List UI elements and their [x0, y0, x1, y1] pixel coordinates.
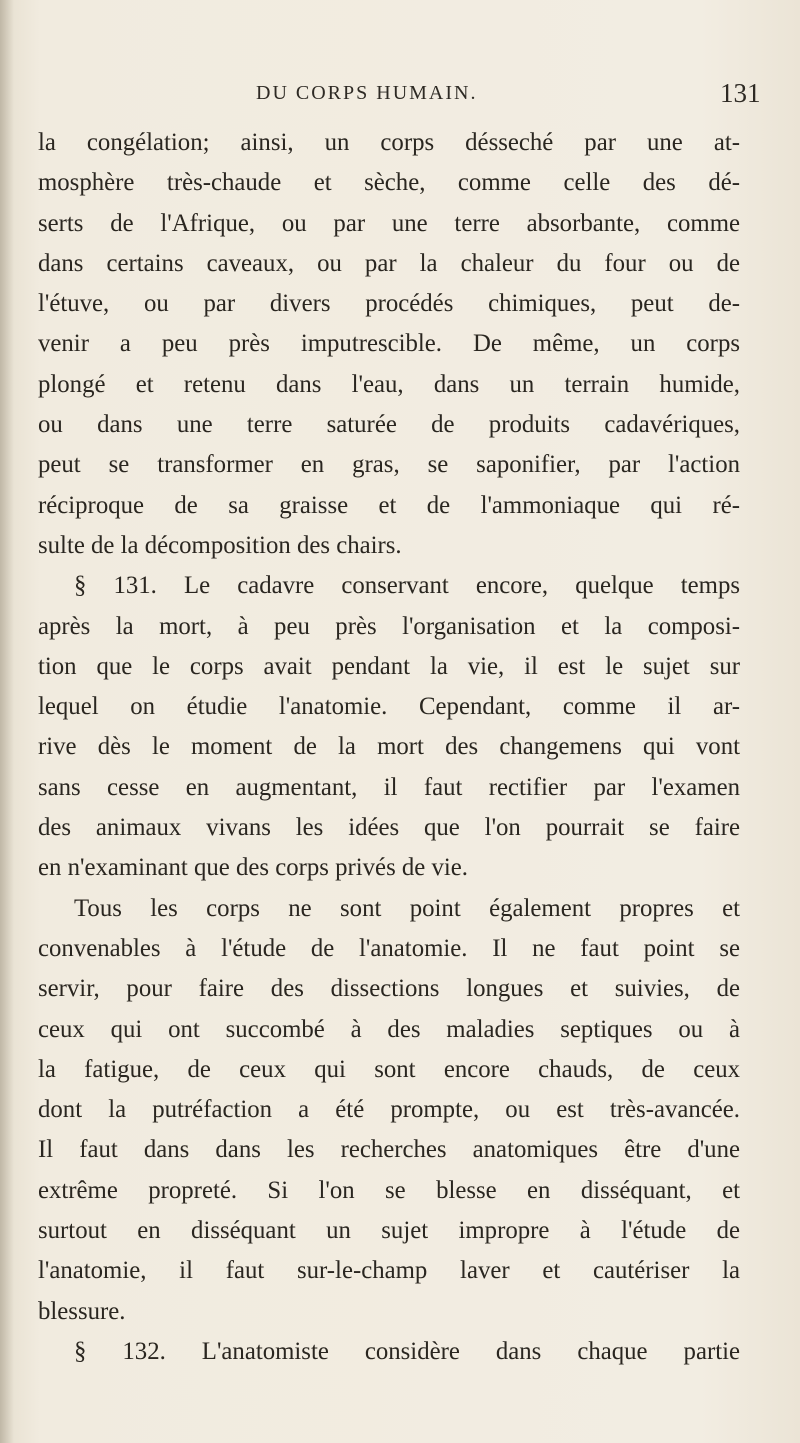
text-line: la congélation; ainsi, un corps désseché par une at- — [38, 129, 740, 156]
text-line: des animaux vivans les idées que l'on pourrait se faire — [38, 814, 740, 842]
text-line: surtout en disséquant un sujet impropre à l'étude de — [38, 1217, 740, 1245]
text-line: sulte de la décomposition des chairs. — [38, 531, 402, 559]
text-line: peut se transformer en gras, se saponifier, par l'action — [38, 451, 740, 479]
text-line: l'anatomie, il faut sur-le-champ laver et cautériser la — [38, 1257, 740, 1285]
text-line: réciproque de sa graisse et de l'ammoniaque qui ré- — [38, 491, 740, 519]
text-line: lequel on étudie l'anatomie. Cependant, comme il ar- — [38, 693, 740, 721]
text-line: venir a peu près imputrescible. De même, un corps — [38, 330, 740, 358]
page-edge-shadow — [0, 0, 14, 1443]
running-header — [0, 78, 800, 108]
text-line: après la mort, à peu près l'organisation et la composi- — [38, 612, 740, 640]
text-line: l'étuve, ou par divers procédés chimiques, peut de- — [38, 290, 740, 318]
text-line: la fatigue, de ceux qui sont encore chauds, de ceux — [38, 1055, 740, 1083]
text-line: mosphère très-chaude et sèche, comme celle des dé- — [38, 169, 740, 197]
text-line: serts de l'Afrique, ou par une terre absorbante, comme — [38, 209, 740, 237]
body-text — [38, 123, 740, 1372]
text-line: convenables à l'étude de l'anatomie. Il ne faut point se — [38, 934, 740, 962]
text-line: servir, pour faire des dissections longues et suivies, de — [38, 975, 740, 1003]
text-line: tion que le corps avait pendant la vie, il est le sujet sur — [38, 652, 740, 680]
text-line: § 131. Le cadavre conservant encore, quelque temps — [74, 572, 740, 600]
text-line: dans certains caveaux, ou par la chaleur du four ou de — [38, 249, 740, 277]
text-line: ceux qui ont succombé à des maladies septiques ou à — [38, 1015, 740, 1043]
text-line: Il faut dans dans les recherches anatomiques être d'une — [38, 1136, 740, 1164]
running-title: DU CORPS HUMAIN. — [256, 82, 478, 104]
text-line: rive dès le moment de la mort des changemens qui vont — [38, 733, 740, 761]
text-line: blessure. — [38, 1297, 126, 1325]
text-line: § 132. L'anatomiste considère dans chaque partie — [74, 1337, 740, 1365]
text-line: en n'examinant que des corps privés de vie. — [38, 854, 469, 882]
text-line: sans cesse en augmentant, il faut rectifier par l'examen — [38, 773, 740, 801]
text-line: ou dans une terre saturée de produits cadavériques, — [38, 411, 740, 439]
page-number: 131 — [720, 78, 761, 108]
text-line: Tous les corps ne sont point également propres et — [74, 894, 740, 922]
text-line: plongé et retenu dans l'eau, dans un terrain humide, — [38, 370, 740, 398]
text-line: dont la putréfaction a été prompte, ou est très-avancée. — [38, 1096, 740, 1124]
text-line: extrême propreté. Si l'on se blesse en disséquant, et — [38, 1176, 740, 1204]
